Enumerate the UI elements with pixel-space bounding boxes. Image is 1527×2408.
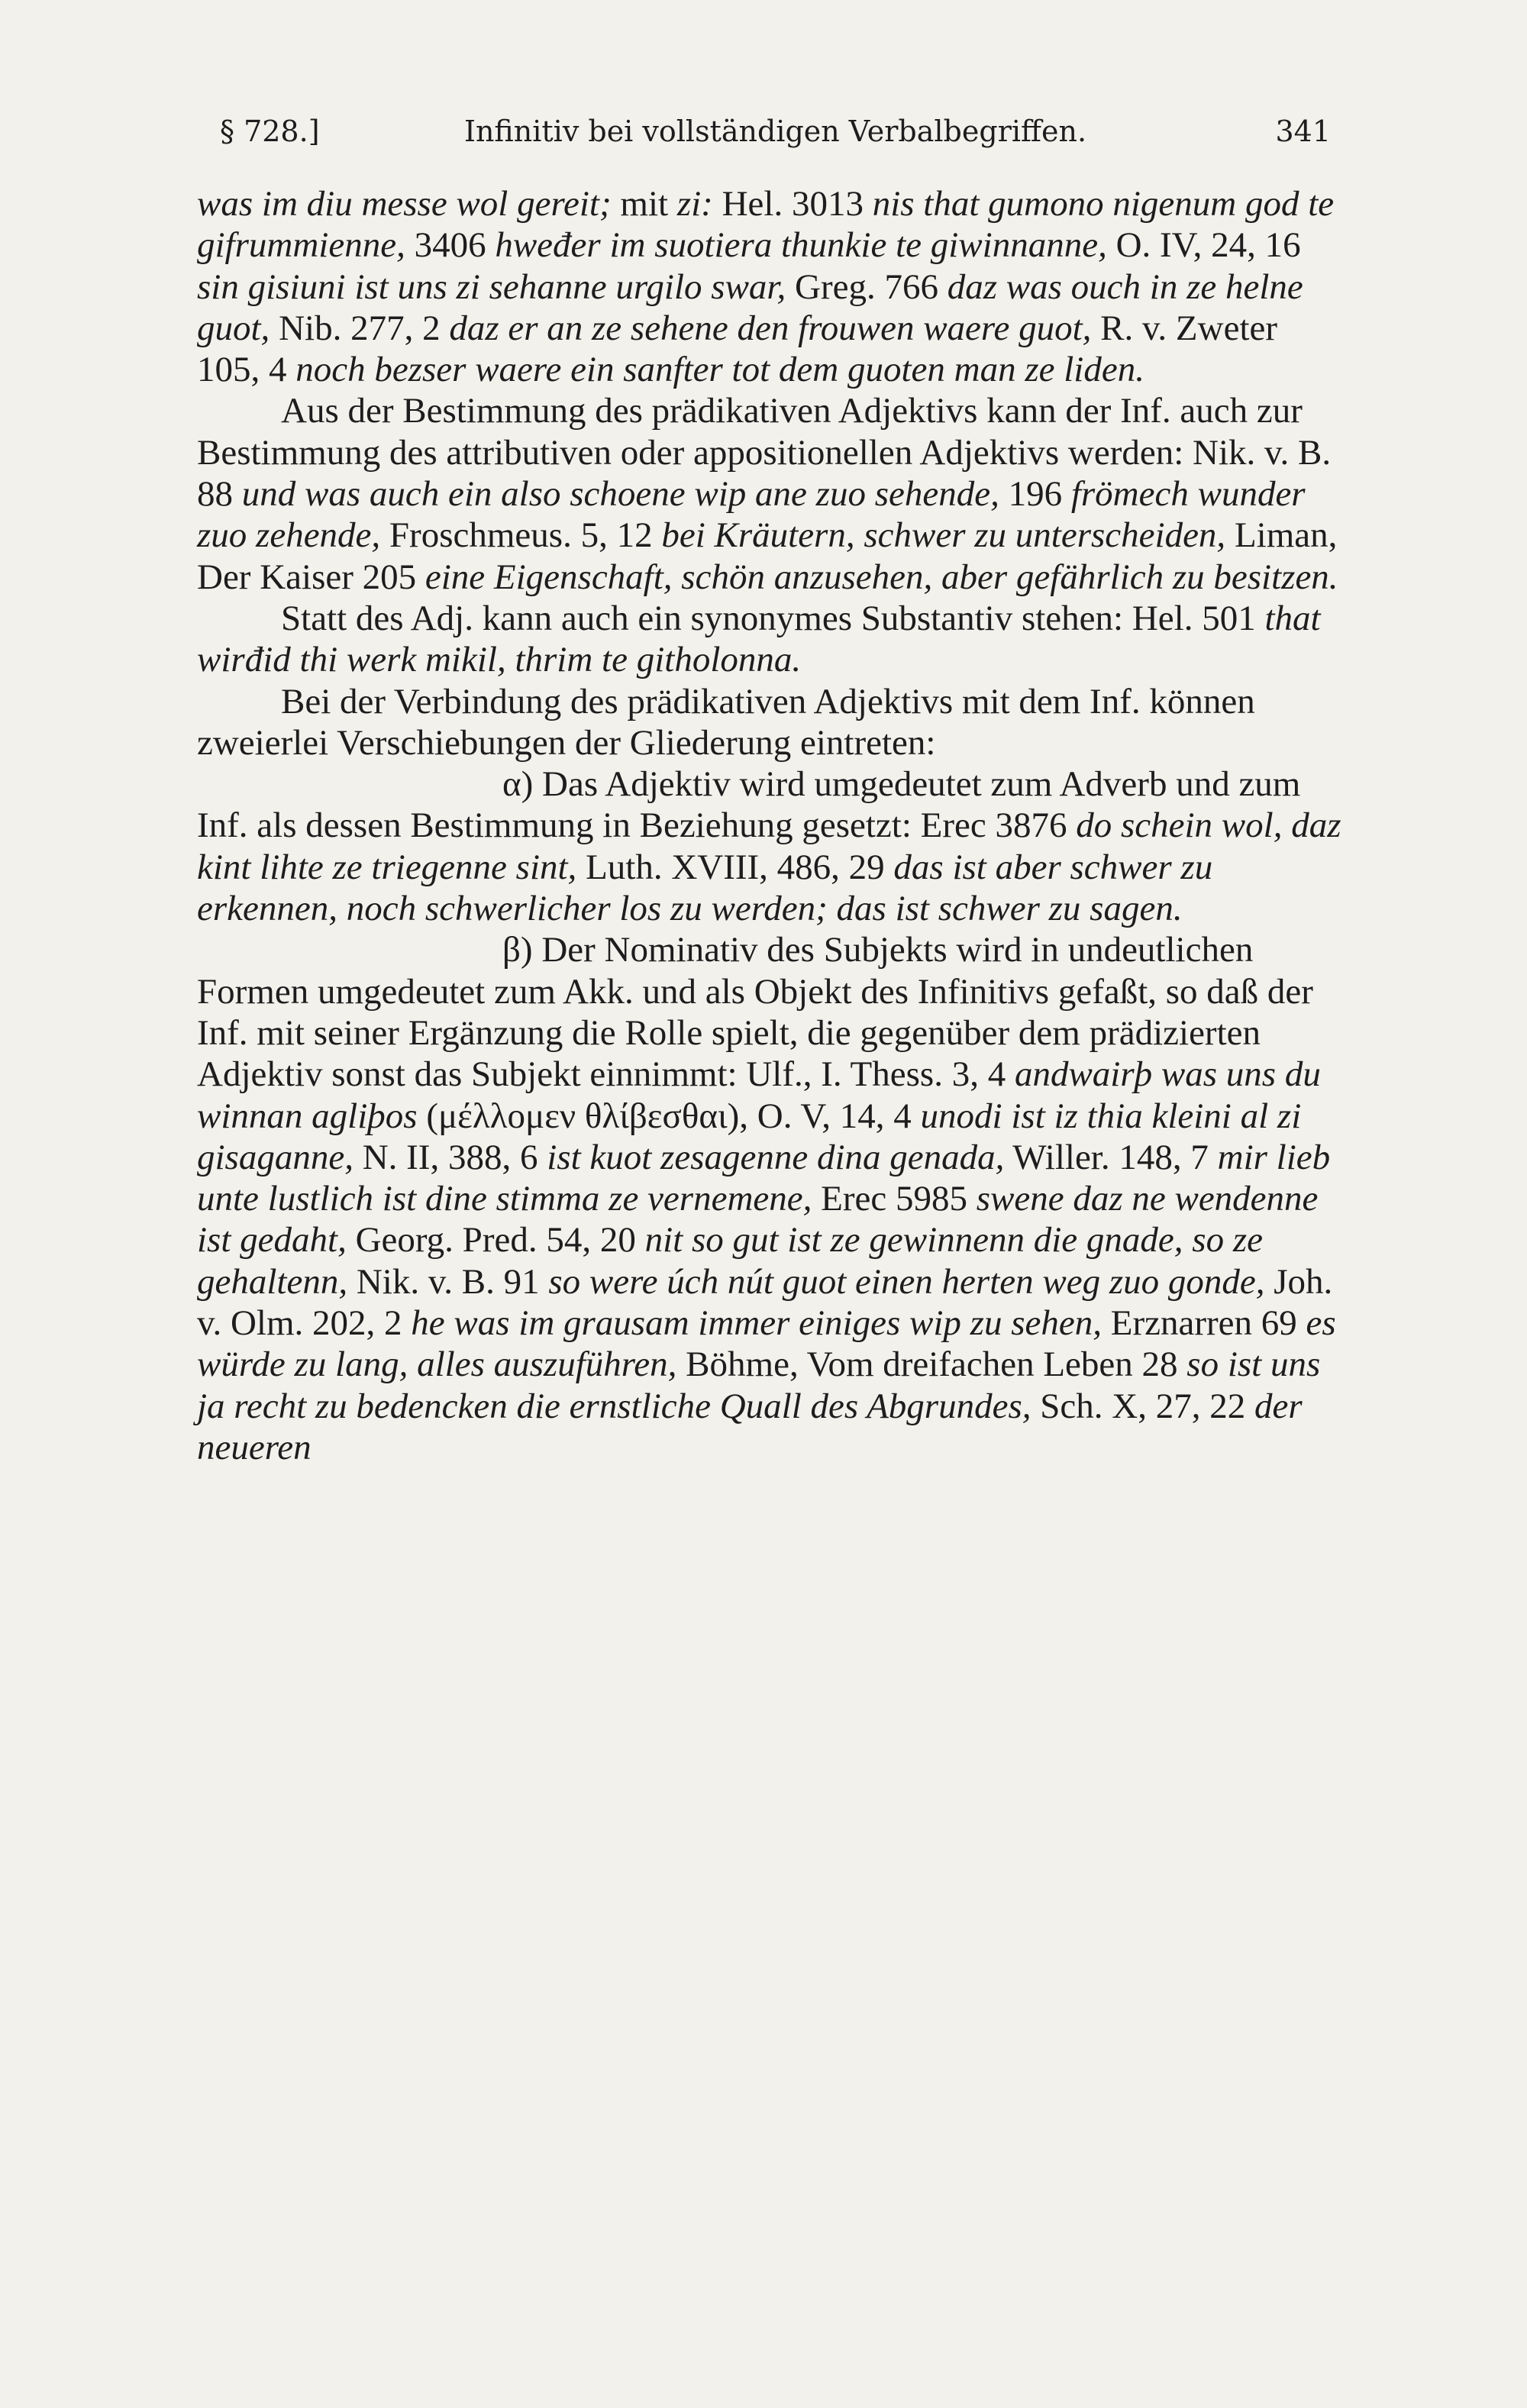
citation-quote: mir lieb unte lustlich ist dine stimma ze vernemene,: [197, 1137, 1331, 1219]
paragraph-examples-continued: [197, 183, 1346, 390]
citation-quote: daz was ouch in ze helne guot,: [197, 266, 1303, 348]
text-run: Willer. 148, 7: [1004, 1137, 1218, 1177]
main-text: [197, 183, 1346, 1468]
running-title: Infinitiv bei vollständigen Verbalbegriffen.: [463, 115, 1087, 148]
text-run: Georg. Pred. 54, 20: [346, 1220, 645, 1260]
citation-quote: der neueren: [197, 1386, 1303, 1467]
citation-quote: frömech wunder zuo zehende,: [197, 474, 1306, 556]
citation-quote: eine Eigenschaft, schön anzusehen, aber gefährlich zu besitzen.: [425, 557, 1338, 597]
paragraph-alpha: [197, 763, 1346, 929]
text-run: [828, 889, 837, 928]
citation-quote: zi:: [676, 184, 713, 224]
citation-quote: sin gisiuni ist uns zi sehanne urgilo swar,: [197, 266, 786, 307]
text-run: Hel. 3013: [712, 184, 873, 224]
citation-quote: that wirđid thi werk mikil, thrim te githolonna.: [197, 598, 1321, 680]
text-run: (μέλλομεν θλίβεσθαι), O. V, 14, 4: [417, 1096, 921, 1136]
citation-quote: swene daz ne wendenne ist gedaht,: [197, 1179, 1319, 1260]
citation-quote: noch bezser waere ein sanfter tot dem guoten man ze liden.: [295, 350, 1144, 390]
page-number: 341: [1275, 115, 1331, 148]
text-run: Froschmeus. 5, 12: [380, 515, 662, 556]
citation-quote: daz er an ze sehene den frouwen waere guot,: [449, 308, 1092, 348]
text-run: Erznarren 69: [1101, 1303, 1306, 1344]
citation-quote: so were úch nút guot einen herten weg zuo gonde,: [548, 1261, 1265, 1302]
text-run: Liman, Der Kaiser 205: [197, 515, 1338, 597]
citation-quote: das ist schwer zu sagen.: [836, 889, 1183, 929]
text-run: Sch. X, 27, 22: [1031, 1386, 1254, 1426]
text-run: O. IV, 24, 16: [1106, 225, 1301, 266]
citation-quote: was im diu messe wol gereit;: [197, 184, 612, 224]
text-run: N. II, 388, 6: [353, 1137, 547, 1177]
text-run: Nik. v. B. 91: [347, 1261, 549, 1302]
citation-quote: do schein wol, daz kint lihte ze triegenne sint,: [197, 805, 1341, 887]
citation-quote: unodi ist iz thia kleini al zi gisaganne,: [197, 1096, 1302, 1177]
citation-quote: nit so gut ist ze gewinnenn die gnade, so ze gehaltenn,: [197, 1220, 1263, 1302]
text-run: 196: [999, 474, 1071, 515]
paragraph-attributive-adjective: [197, 390, 1346, 597]
citation-quote: so ist uns ja recht zu bedencken die ernstliche Quall des Abgrundes,: [197, 1344, 1321, 1426]
citation-quote: andwairþ was uns du winnan agliþos: [197, 1054, 1321, 1136]
text-run: Erec 5985: [812, 1179, 977, 1219]
text-run: Aus der Bestimmung des prädikativen Adjektivs kann der Inf. auch zur Bestimmung des attributiven oder appositionellen Adjektivs werden: Nik. v. B. 88: [197, 391, 1332, 515]
citation-quote: und was auch ein also schoene wip ane zuo sehende,: [241, 474, 999, 515]
text-run: α) Das Adjektiv wird umgedeutet zum Adverb und zum Inf. als dessen Bestimmung in Beziehung gesetzt: Erec 3876: [197, 764, 1301, 846]
text-run: Böhme, Vom dreifachen Leben 28: [676, 1344, 1187, 1385]
text-run: Nib. 277, 2: [270, 308, 450, 348]
text-run: mit: [611, 184, 677, 224]
citation-quote: nis that gumono nigenum god te gifrummienne,: [197, 184, 1335, 266]
citation-quote: es würde zu lang, alles auszuführen,: [197, 1303, 1336, 1385]
text-run: Joh. v. Olm. 202, 2: [197, 1261, 1333, 1344]
citation-quote: das ist aber schwer zu erkennen, noch schwerlicher los zu werden;: [197, 847, 1213, 929]
section-number: § 728.]: [220, 115, 320, 148]
paragraph-shifts-intro: [197, 681, 1346, 764]
citation-quote: hweđer im suotiera thunkie te giwinnanne,: [495, 225, 1107, 266]
text-run: Statt des Adj. kann auch ein synonymes Substantiv stehen: Hel. 501: [281, 598, 1265, 638]
citation-quote: bei Kräutern, schwer zu unterscheiden,: [661, 515, 1226, 556]
text-run: R. v. Zweter 105, 4: [197, 308, 1278, 390]
citation-quote: ist kuot zesagenne dina genada,: [547, 1137, 1005, 1177]
paragraph-substantive: [197, 598, 1346, 681]
text-run: β) Der Nominativ des Subjekts wird in undeutlichen Formen umgedeutet zum Akk. und als Objekt des Infinitivs gefaßt, so daß der Inf. mit seiner Ergänzung die Rolle spielt, die gegenüber dem prädizierten Adjektiv sonst das Subjekt einnimmt: Ulf., I. Thess. 3, 4: [197, 930, 1313, 1095]
text-run: 3406: [405, 225, 496, 266]
text-run: Bei der Verbindung des prädikativen Adjektivs mit dem Inf. können zweierlei Verschiebungen der Gliederung eintreten:: [197, 681, 1255, 763]
text-run: Luth. XVIII, 486, 29: [576, 847, 894, 887]
paragraph-beta: [197, 929, 1346, 1468]
running-header: [220, 108, 1331, 154]
text-run: Greg. 766: [786, 266, 948, 307]
citation-quote: he was im grausam immer einiges wip zu sehen,: [411, 1303, 1102, 1344]
